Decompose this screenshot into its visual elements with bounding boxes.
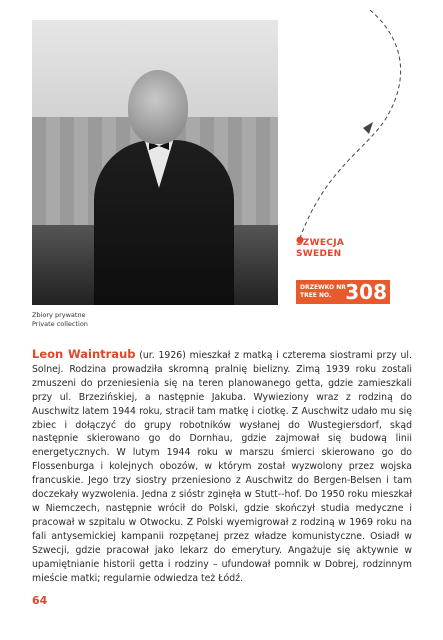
article-paragraph — [32, 348, 412, 585]
route-path — [300, 10, 401, 238]
country-polish: SZWECJA — [296, 238, 345, 248]
route-arrow-icon — [363, 122, 373, 134]
portrait-photo — [32, 20, 278, 305]
photo-caption — [32, 311, 88, 328]
tree-label — [300, 284, 346, 299]
tree-number: 308 — [345, 280, 387, 304]
tree-number-badge — [296, 280, 390, 304]
page-number: 64 — [32, 594, 48, 607]
tree-label-english: TREE NO. — [300, 291, 332, 299]
photo-person-head — [128, 70, 188, 144]
caption-english: Private collection — [32, 319, 88, 328]
route-dashed-line — [255, 10, 425, 250]
country-label — [296, 238, 344, 260]
tree-label-polish: DRZEWKO NR — [300, 284, 346, 291]
person-name: Leon Waintraub — [32, 347, 136, 361]
caption-polish: Zbiory prywatne — [32, 311, 86, 319]
article-body: (ur. 1926) mieszkał z matką i czterema siostrami przy ul. Solnej. Rodzina prowadziła skromną pralnię bielizny. Zimą 1939 roku zostali zmuszeni do przeniesienia się na teren planowanego getta, gdzie zamieszkali przy ul. Brzezińskiej, a następnie Jakuba. Wywieziony wraz z rodziną do Auschwitz latem 1944 roku, stracił tam matkę i ciotkę. Z Auschwitz udało mu się zbiec i dołączyć do grupy robotników wysłanej do Wustegiersdorf, skąd następnie skierowano go do Dornhau, gdzie zajmował się budową linii energetycznych. W lutym 1944 roku w marszu śmierci skierowano go do Flossenburga i kolejnych obozów, w którym został wyzwolony przez wojska francuskie. Jego trzy siostry przeniesiono z Auschwitz do Bergen-Belsen i tam doczekały wyzwolenia. Jedna z sióstr zginęła w Stutt--hof. Do 1950 roku mieszkał w Niemczech, następnie wrócił do Polski, gdzie skończył studia medyczne i pracował w szpitalu w Otwocku. Z Polski wyemigrował z rodziną w 1969 roku na fali antysemickiej kampanii rozpętanej przez władze komunistyczne. Osiadł w Szwecji, gdzie pracował jako lekarz do emerytury. Angażuje się aktywnie w upamiętnianie historii getta i rodziny – ufundował pomnik w Dobrej, rodzinnym mieście matki; regularnie odwiedza też Łódź. — [32, 350, 413, 584]
country-english: SWEDEN — [296, 249, 342, 259]
